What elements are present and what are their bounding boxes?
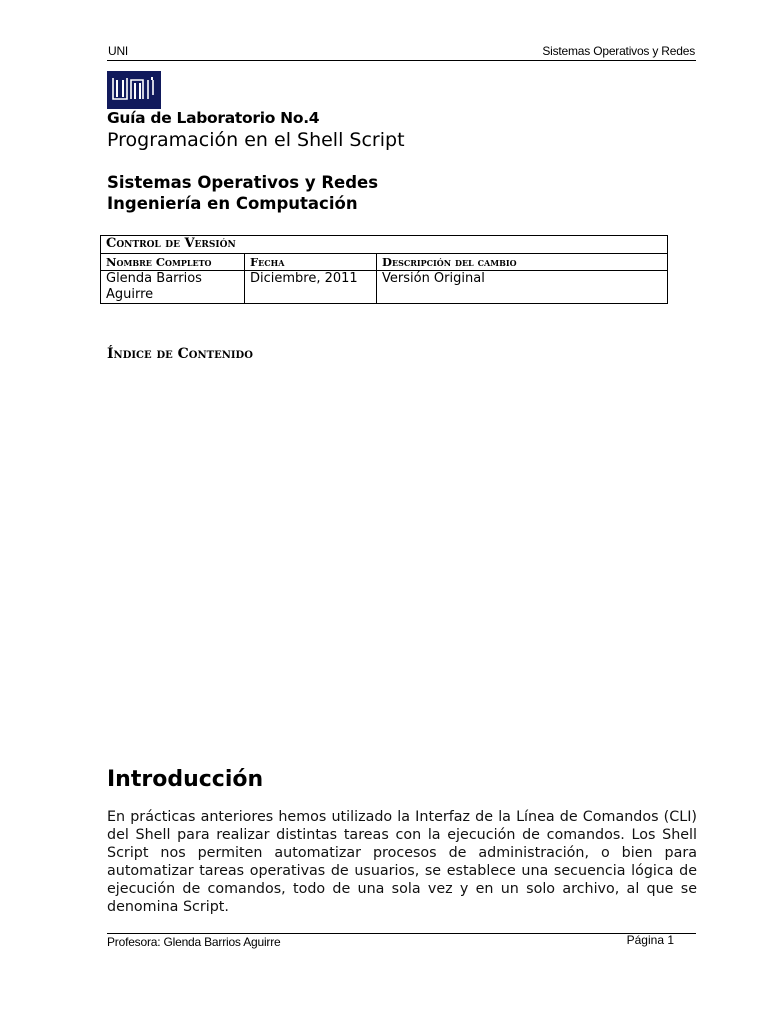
- table-cell-description: Versión Original: [377, 271, 668, 304]
- page-number: Página 1: [626, 933, 674, 947]
- footer-left-text: Profesora: Glenda Barrios Aguirre: [107, 935, 281, 949]
- toc-title: Índice de Contenido: [107, 346, 253, 362]
- uni-logo: [107, 71, 161, 109]
- course-name: Sistemas Operativos y Redes: [107, 173, 379, 192]
- footer-rule: [107, 933, 696, 934]
- intro-heading: Introducción: [107, 767, 264, 792]
- career-name: Ingeniería en Computación: [107, 194, 358, 213]
- table-row: [101, 271, 668, 304]
- uni-logo-mark: [107, 71, 161, 109]
- header-rule: [107, 60, 696, 61]
- table-cell-date: Diciembre, 2011: [245, 271, 377, 304]
- column-header: Nombre Completo: [101, 254, 245, 271]
- table-cell-name: Glenda Barrios Aguirre: [101, 271, 245, 304]
- header-left-text: UNI: [108, 44, 129, 58]
- guide-subtitle: Programación en el Shell Script: [107, 129, 405, 151]
- column-header: Descripción del cambio: [377, 254, 668, 271]
- column-header: Fecha: [245, 254, 377, 271]
- table-caption: Control de Versión: [101, 236, 668, 254]
- guide-title: Guía de Laboratorio No.4: [107, 109, 320, 127]
- intro-paragraph: En prácticas anteriores hemos utilizado la Interfaz de la Línea de Comandos (CLI) del Shell para realizar distintas tareas con la ejecución de comandos. Los Shell Script nos permiten automatizar procesos de administración, o bien para automatizar tareas operativas de usuarios, se establece una secuencia lógica de ejecución de comandos, todo de una sola vez y en un solo archivo, al que se denomina Script.: [107, 809, 697, 915]
- header-right-text: Sistemas Operativos y Redes: [542, 44, 695, 58]
- version-control-table: [100, 235, 668, 304]
